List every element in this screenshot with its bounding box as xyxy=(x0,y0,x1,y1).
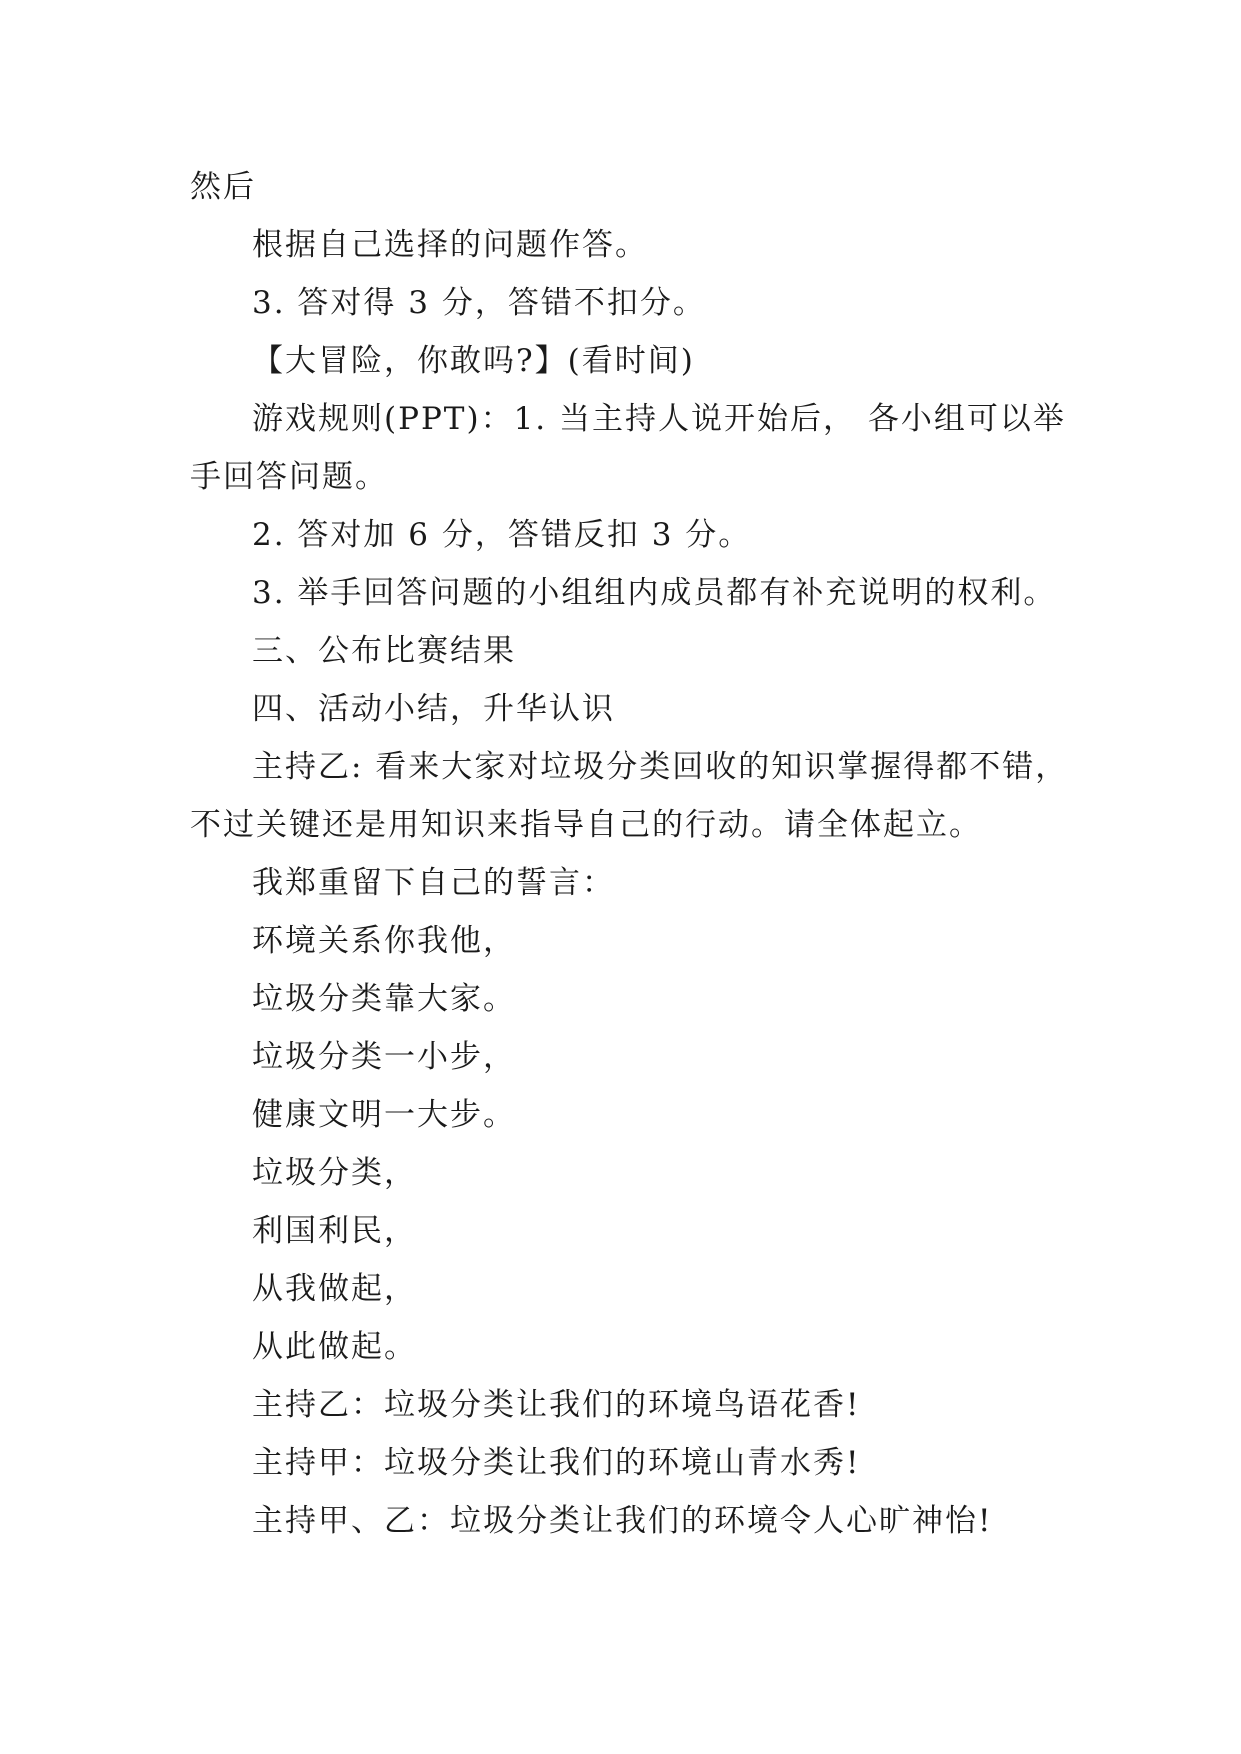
text-line: 2. 答对加 6 分，答错反扣 3 分。 xyxy=(252,517,752,553)
text-line: 垃圾分类， xyxy=(252,1155,417,1191)
document-body xyxy=(190,158,1070,1550)
text-line: 手回答问题。 xyxy=(190,459,388,495)
text-line: 环境关系你我他， xyxy=(252,923,516,959)
text-line: 垃圾分类一小步， xyxy=(252,1039,516,1075)
text-line: 从我做起， xyxy=(252,1271,417,1307)
text-line: 游戏规则(PPT)：1. 当主持人说开始后， 各小组可以举 xyxy=(252,401,1066,437)
text-line: 【大冒险，你敢吗?】(看时间) xyxy=(252,343,695,379)
text-line: 主持甲、乙：垃圾分类让我们的环境令人心旷神怡! xyxy=(252,1503,993,1539)
text-line: 3. 举手回答问题的小组组内成员都有补充说明的权利。 xyxy=(252,575,1057,611)
text-line: 主持乙：垃圾分类让我们的环境鸟语花香! xyxy=(252,1387,861,1423)
text-line: 然后 xyxy=(190,169,256,205)
text-line: 主持乙: 看来大家对垃圾分类回收的知识掌握得都不错， xyxy=(252,749,1069,785)
text-line: 根据自己选择的问题作答。 xyxy=(252,227,648,263)
text-line: 垃圾分类靠大家。 xyxy=(252,981,516,1017)
text-line: 健康文明一大步。 xyxy=(252,1097,516,1133)
text-line: 四、活动小结，升华认识 xyxy=(252,691,615,727)
text-line: 三、公布比赛结果 xyxy=(252,633,516,669)
text-line: 从此做起。 xyxy=(252,1329,417,1365)
text-line: 我郑重留下自己的誓言： xyxy=(252,865,615,901)
text-line: 不过关键还是用知识来指导自己的行动。请全体起立。 xyxy=(190,807,982,843)
text-line: 利国利民， xyxy=(252,1213,417,1249)
text-line: 主持甲：垃圾分类让我们的环境山青水秀! xyxy=(252,1445,861,1481)
text-line: 3. 答对得 3 分，答错不扣分。 xyxy=(252,285,706,321)
